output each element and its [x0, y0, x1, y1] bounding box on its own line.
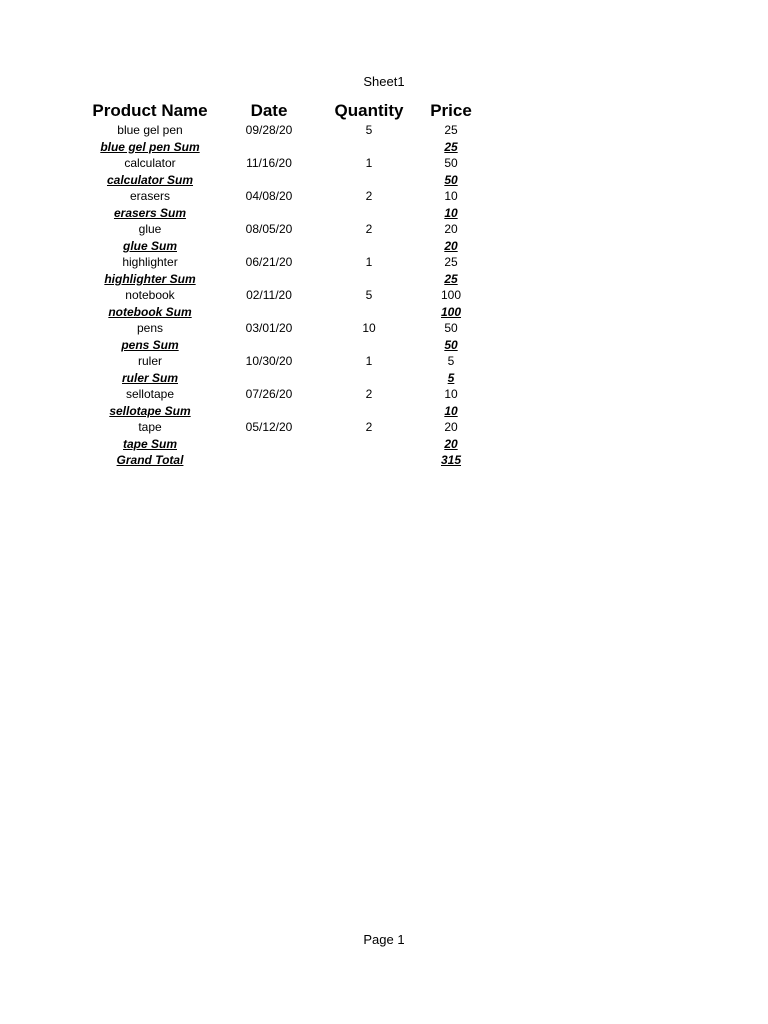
product-name-text: erasers Sum	[113, 205, 187, 220]
quantity-text: 1	[365, 255, 373, 269]
product-name-cell	[88, 304, 212, 321]
quantity-cell	[326, 403, 412, 420]
header-row	[88, 100, 490, 122]
header-quantity: Quantity	[334, 101, 404, 120]
subtotal-row	[88, 304, 490, 321]
header-price: Price	[430, 101, 472, 120]
sheet-title: Sheet1	[363, 74, 405, 89]
product-name-text: tape	[138, 420, 162, 434]
product-name-text: ruler Sum	[121, 370, 178, 385]
subtotal-row	[88, 238, 490, 255]
price-cell	[412, 254, 490, 271]
quantity-cell	[326, 221, 412, 238]
price-cell	[412, 419, 490, 436]
price-cell	[412, 320, 490, 337]
date-cell	[212, 304, 326, 321]
date-text: 08/05/20	[245, 222, 293, 236]
quantity-cell	[326, 188, 412, 205]
table-row	[88, 221, 490, 238]
product-name-cell	[88, 139, 212, 156]
quantity-text: 1	[365, 354, 373, 368]
product-name-text: tape Sum	[122, 436, 177, 451]
quantity-cell	[326, 436, 412, 453]
product-name-text: sellotape	[125, 387, 175, 401]
product-name-cell	[88, 320, 212, 337]
product-name-text: pens	[136, 321, 164, 335]
table-row	[88, 320, 490, 337]
price-text: 20	[444, 436, 458, 451]
quantity-text: 5	[365, 288, 373, 302]
subtotal-row	[88, 172, 490, 189]
quantity-cell	[326, 452, 412, 469]
subtotal-row	[88, 403, 490, 420]
date-cell	[212, 452, 326, 469]
price-cell	[412, 386, 490, 403]
date-cell	[212, 337, 326, 354]
quantity-text: 1	[365, 156, 373, 170]
date-cell	[212, 205, 326, 222]
quantity-cell	[326, 419, 412, 436]
quantity-cell	[326, 205, 412, 222]
table-row	[88, 353, 490, 370]
product-name-cell	[88, 205, 212, 222]
price-text: 100	[440, 304, 462, 319]
quantity-cell	[326, 353, 412, 370]
product-name-text: notebook	[125, 288, 175, 302]
page-footer: Page 1	[363, 932, 405, 947]
price-text: 10	[444, 189, 458, 203]
price-text: 50	[444, 172, 458, 187]
subtotal-row	[88, 205, 490, 222]
price-cell	[412, 353, 490, 370]
date-cell	[212, 122, 326, 139]
subtotal-row	[88, 139, 490, 156]
date-cell	[212, 188, 326, 205]
table-row	[88, 287, 490, 304]
product-name-text: notebook Sum	[108, 304, 192, 319]
product-name-text: Grand Total	[116, 453, 184, 467]
subtotal-row	[88, 337, 490, 354]
product-name-cell	[88, 337, 212, 354]
subtotal-row	[88, 370, 490, 387]
price-cell	[412, 188, 490, 205]
date-cell	[212, 370, 326, 387]
price-cell	[412, 172, 490, 189]
price-cell	[412, 452, 490, 469]
date-text: 02/11/20	[246, 288, 292, 302]
product-name-text: sellotape Sum	[109, 403, 191, 418]
product-name-cell	[88, 271, 212, 288]
date-cell	[212, 353, 326, 370]
grand-total-row	[88, 452, 490, 469]
product-name-cell	[88, 287, 212, 304]
quantity-cell	[326, 238, 412, 255]
date-cell	[212, 320, 326, 337]
product-name-text: blue gel pen	[117, 123, 183, 137]
product-name-cell	[88, 188, 212, 205]
price-text: 20	[444, 420, 458, 434]
subtotal-row	[88, 271, 490, 288]
quantity-cell	[326, 304, 412, 321]
date-cell	[212, 221, 326, 238]
quantity-cell	[326, 370, 412, 387]
date-text: 11/16/20	[246, 156, 292, 170]
quantity-text: 2	[365, 387, 373, 401]
date-cell	[212, 254, 326, 271]
product-name-cell	[88, 436, 212, 453]
quantity-cell	[326, 122, 412, 139]
price-text: 20	[444, 238, 458, 253]
price-cell	[412, 238, 490, 255]
date-cell	[212, 271, 326, 288]
price-text: 25	[444, 123, 458, 137]
table-row	[88, 188, 490, 205]
quantity-text: 2	[365, 222, 373, 236]
product-name-cell	[88, 155, 212, 172]
table-body	[88, 122, 490, 469]
date-text: 09/28/20	[245, 123, 293, 137]
date-cell	[212, 139, 326, 156]
product-name-cell	[88, 238, 212, 255]
quantity-text: 5	[365, 123, 373, 137]
product-name-cell	[88, 370, 212, 387]
price-cell	[412, 271, 490, 288]
price-text: 50	[444, 156, 458, 170]
product-name-cell	[88, 452, 212, 469]
date-cell	[212, 238, 326, 255]
quantity-cell	[326, 337, 412, 354]
date-text: 10/30/20	[245, 354, 293, 368]
table-row	[88, 254, 490, 271]
price-cell	[412, 122, 490, 139]
product-name-cell	[88, 403, 212, 420]
date-text: 06/21/20	[245, 255, 293, 269]
header-date: Date	[250, 101, 288, 120]
price-cell	[412, 370, 490, 387]
date-text: 05/12/20	[245, 420, 293, 434]
date-cell	[212, 403, 326, 420]
table-row	[88, 122, 490, 139]
price-text: 5	[447, 370, 455, 385]
price-cell	[412, 337, 490, 354]
date-cell	[212, 172, 326, 189]
product-name-cell	[88, 254, 212, 271]
product-name-cell	[88, 221, 212, 238]
product-name-text: calculator	[124, 156, 176, 170]
price-text: 25	[444, 271, 458, 286]
price-text: 25	[444, 255, 458, 269]
quantity-cell	[326, 320, 412, 337]
product-name-text: blue gel pen Sum	[100, 139, 200, 154]
quantity-cell	[326, 139, 412, 156]
price-text: 100	[440, 288, 462, 302]
product-name-cell	[88, 172, 212, 189]
product-name-text: erasers	[129, 189, 170, 203]
table-row	[88, 419, 490, 436]
quantity-text: 10	[362, 321, 376, 335]
quantity-cell	[326, 155, 412, 172]
product-name-cell	[88, 419, 212, 436]
price-cell	[412, 436, 490, 453]
price-cell	[412, 205, 490, 222]
product-name-text: pens Sum	[121, 337, 179, 352]
date-cell	[212, 419, 326, 436]
product-name-text: calculator Sum	[106, 172, 194, 187]
product-name-text: glue Sum	[122, 238, 177, 253]
product-name-text: highlighter	[122, 255, 178, 269]
subtotal-row	[88, 436, 490, 453]
date-text: 07/26/20	[245, 387, 293, 401]
header-product-name: Product Name	[92, 101, 208, 120]
price-text: 10	[444, 387, 458, 401]
quantity-cell	[326, 287, 412, 304]
product-table	[88, 100, 490, 469]
product-name-text: highlighter Sum	[104, 271, 196, 286]
quantity-text: 2	[365, 189, 373, 203]
price-text: 10	[444, 205, 458, 220]
price-text: 50	[444, 321, 458, 335]
quantity-cell	[326, 386, 412, 403]
price-text: 315	[440, 453, 462, 467]
table-row	[88, 155, 490, 172]
product-name-text: glue	[138, 222, 162, 236]
price-cell	[412, 221, 490, 238]
quantity-text: 2	[365, 420, 373, 434]
table-row	[88, 386, 490, 403]
date-cell	[212, 436, 326, 453]
price-cell	[412, 304, 490, 321]
price-text: 25	[444, 139, 458, 154]
date-text: 03/01/20	[245, 321, 293, 335]
date-cell	[212, 155, 326, 172]
price-cell	[412, 287, 490, 304]
date-cell	[212, 386, 326, 403]
price-text: 20	[444, 222, 458, 236]
product-name-cell	[88, 122, 212, 139]
product-name-text: ruler	[137, 354, 162, 368]
quantity-cell	[326, 172, 412, 189]
date-cell	[212, 287, 326, 304]
price-text: 10	[444, 403, 458, 418]
date-text: 04/08/20	[245, 189, 293, 203]
quantity-cell	[326, 254, 412, 271]
price-cell	[412, 403, 490, 420]
price-text: 50	[444, 337, 458, 352]
product-name-cell	[88, 353, 212, 370]
product-name-cell	[88, 386, 212, 403]
price-text: 5	[447, 354, 455, 368]
price-cell	[412, 139, 490, 156]
quantity-cell	[326, 271, 412, 288]
price-cell	[412, 155, 490, 172]
